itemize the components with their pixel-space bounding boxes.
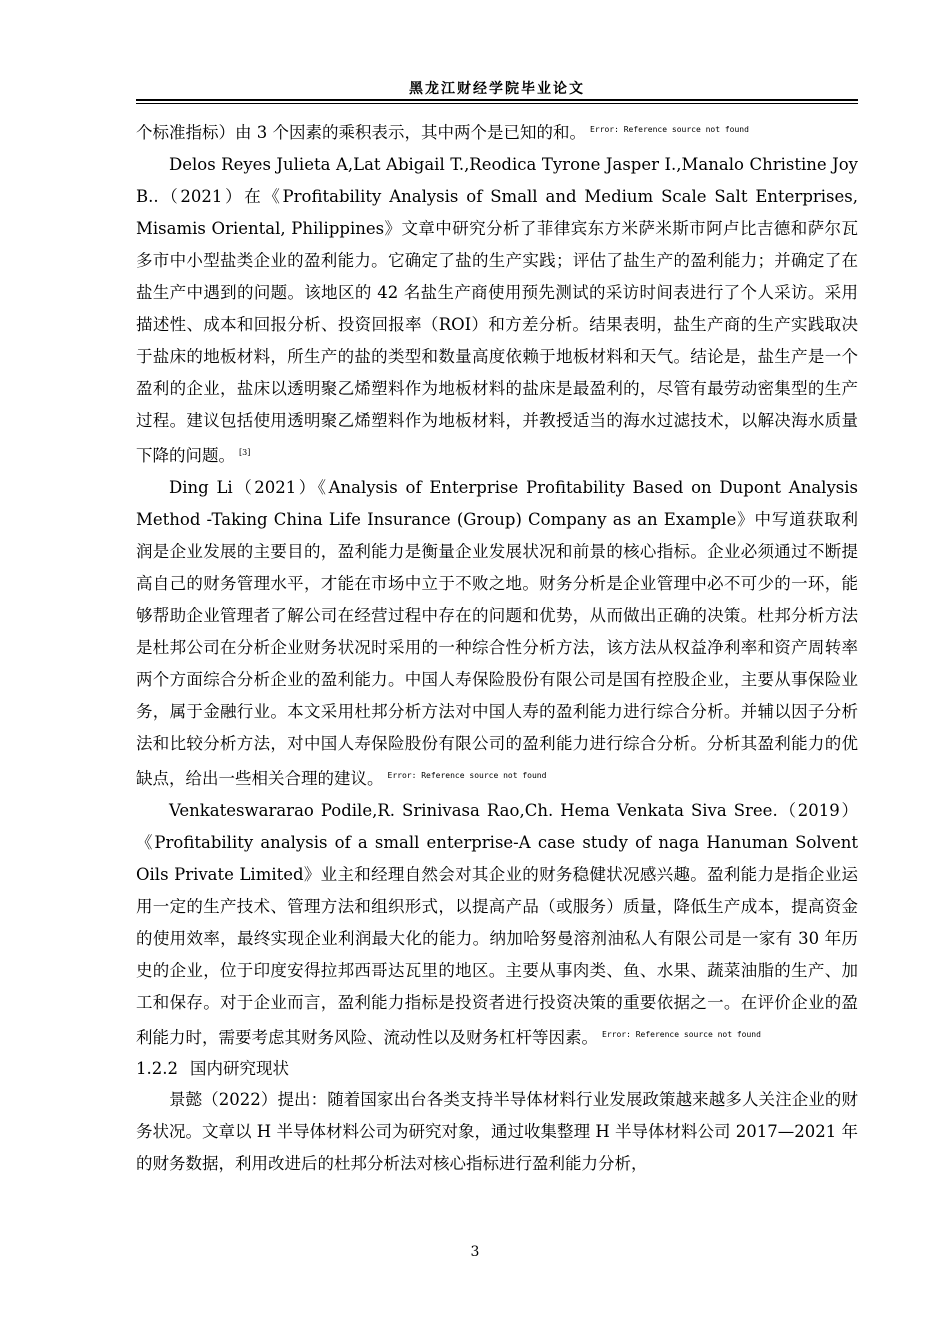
running-header: 黑龙江财经学院毕业论文 bbox=[409, 81, 585, 97]
reference-error-note: Error: Reference source not found bbox=[602, 1030, 761, 1039]
section-number: 1.2.2 bbox=[136, 1059, 178, 1078]
paragraph-continued: 个标准指标）由 3 个因素的乘积表示，其中两个是已知的和。 $^{Error: Reference source not found}$ bbox=[136, 123, 749, 142]
section-title: 国内研究现状 bbox=[189, 1059, 289, 1078]
section-heading bbox=[136, 1054, 858, 1084]
citation-marker: [3] bbox=[239, 448, 251, 457]
header-rule-thin bbox=[136, 103, 858, 104]
page-number: 3 bbox=[470, 1244, 480, 1260]
paragraph-ding-li: Ding Li（2021）《Analysis of Enterprise Profitability Based on Dupont Analysis Method -Taking China Life Insurance (Group) Company as an Example》中写道获取利润是企业发展的主要目的，盈利能力是衡量企业发展状况和前景的核心指标。企业必须通过不断提高自己的财务管理水平，才能在市场中立于不败之地。财务分析是企业管理中必不可少的一环，能够帮助企业管理者了解公司在经营过程中存在的问题和优势，从而做出正确的决策。杜邦分析方法是杜邦公司在分析企业财务状况时采用的一种综合性分析方法，该方法从权益净利率和资产周转率两个方面综合分析企业的盈利能力。中国人寿保险股份有限公司是国有控股企业，主要从事保险业务，属于金融行业。本文采用杜邦分析方法对中国人寿的盈利能力进行综合分析。并辅以因子分析法和比较分析方法，对中国人寿保险股份有限公司的盈利能力进行综合分析。分析其盈利能力的优缺点，给出一些相关合理的建议。 $^{Error: Reference source not found}$ bbox=[136, 478, 858, 788]
paragraph-jing-yi: 景懿（2022）提出：随着国家出台各类支持半导体材料行业发展政策越来越多人关注企业的财务状况。文章以 H 半导体材料公司为研究对象，通过收集整理 H 半导体材料公司 2017—2021 年的财务数据，利用改进后的杜邦分析法对核心指标进行盈利能力分析， bbox=[136, 1090, 858, 1173]
reference-error-note: Error: Reference source not found bbox=[387, 771, 547, 780]
body-text bbox=[136, 114, 858, 1180]
reference-error-note: Error: Reference source not found bbox=[590, 125, 749, 134]
paragraph-delos-reyes: Delos Reyes Julieta A,Lat Abigail T.,Reodica Tyrone Jasper I.,Manalo Christine Joy B..（2021）在《Profitability Analysis of Small and Medium Scale Salt Enterprises, Misamis Oriental, Philippines》文章中研究分析了菲律宾东方米萨米斯市阿卢比吉德和萨尔瓦多市中小型盐类企业的盈利能力。它确定了盐的生产实践；评估了盐生产的盈利能力；并确定了在盐生产中遇到的问题。该地区的 42 名盐生产商使用预先测试的采访时间表进行了个人采访。采用描述性、成本和回报分析、投资回报率（ROI）和方差分析。结果表明，盐生产商的生产实践取决于盐床的地板材料，所生产的盐的类型和数量高度依赖于地板材料和天气。结论是，盐生产是一个盈利的企业，盐床以透明聚乙烯塑料作为地板材料的盐床是最盈利的，尽管有最劳动密集型的生产过程。建议包括使用透明聚乙烯塑料作为地板材料，并教授适当的海水过滤技术，以解决海水质量下降的问题。 [3] bbox=[136, 155, 858, 465]
header-rule-thick bbox=[136, 99, 858, 101]
paragraph-venkateswararao: Venkateswararao Podile,R. Srinivasa Rao,Ch. Hema Venkata Siva Sree.（2019）《Profitability analysis of a small enterprise-A case study of naga Hanuman Solvent Oils Private Limited》业主和经理自然会对其企业的财务稳健状况感兴趣。盈利能力是指企业运用一定的生产技术、管理方法和组织形式，以提高产品（或服务）质量，降低生产成本，提高资金的使用效率，最终实现企业利润最大化的能力。纳加哈努曼溶剂油私人有限公司是一家有 30 年历史的企业，位于印度安得拉邦西哥达瓦里的地区。主要从事肉类、鱼、水果、蔬菜油脂的生产、加工和保存。对于企业而言，盈利能力指标是投资者进行投资决策的重要依据之一。在评价企业的盈利能力时，需要考虑其财务风险、流动性以及财务杠杆等因素。 $^{Error: Reference source not found}$ bbox=[136, 801, 858, 1047]
